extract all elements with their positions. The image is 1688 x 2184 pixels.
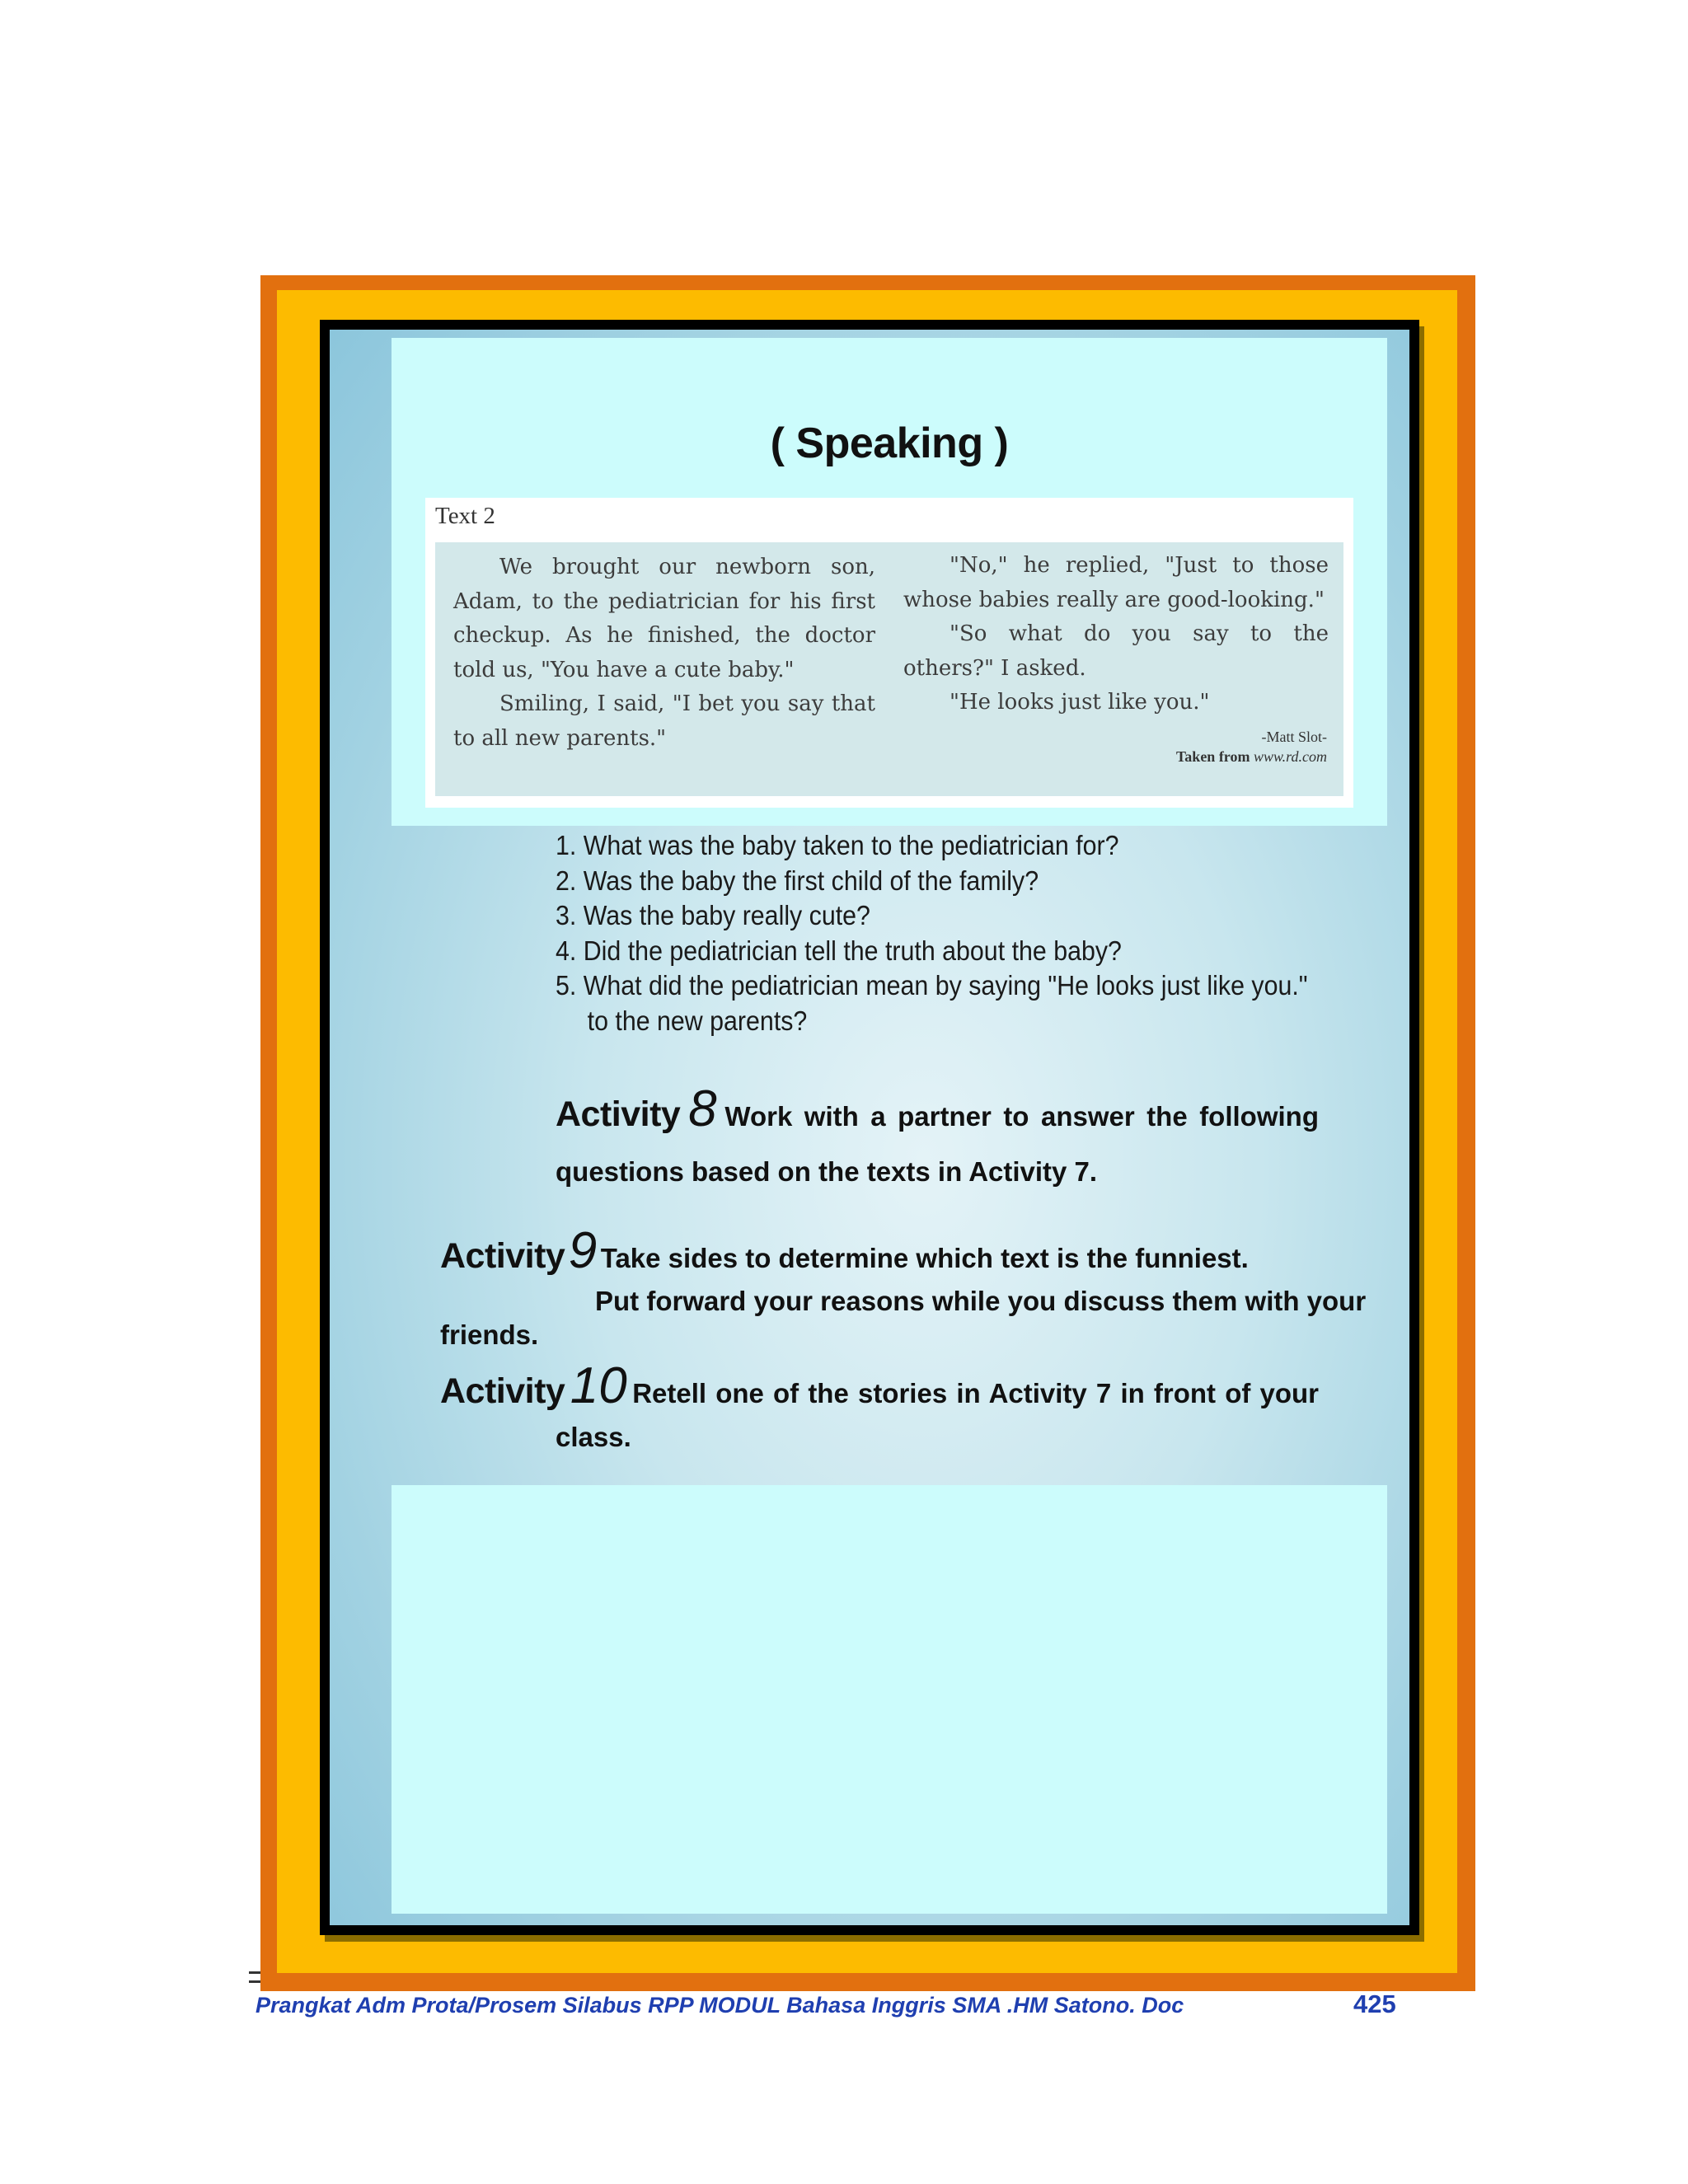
- story-source: [1071, 748, 1327, 766]
- story-left-column: [453, 551, 875, 756]
- story-paragraph: "So what do you say to the others?" I asked.: [903, 621, 1329, 681]
- story-right-column: [903, 549, 1329, 720]
- activity-description: Take sides to determine which text is the funniest.: [600, 1243, 1249, 1273]
- story-paragraph: "He looks just like you.": [950, 690, 1210, 715]
- question-list: [556, 828, 1314, 1038]
- activity-9-line3: friends.: [440, 1319, 539, 1350]
- activity-word: Activity: [440, 1236, 565, 1276]
- question-item: 3. Was the baby really cute?: [556, 900, 870, 930]
- activity-number: 8: [688, 1080, 717, 1137]
- bottom-cyan-panel: [392, 1485, 1387, 1914]
- story-paragraph: Smiling, I said, "I bet you say that to all new parents.": [453, 691, 875, 751]
- story-paragraph: We brought our newborn son, Adam, to the pediatrician for his first checkup. As he finished, the doctor told us, "You have a cute baby.": [453, 555, 875, 682]
- story-author: -Matt Slot-: [1261, 729, 1327, 745]
- question-item: 4. Did the pediatrician tell the truth about the baby?: [556, 935, 1122, 966]
- footer-text: Prangkat Adm Prota/Prosem Silabus RPP MODUL Bahasa Inggris SMA .HM Satono. Doc: [256, 1993, 1184, 2018]
- activity-9: [440, 1221, 1249, 1280]
- question-item-continuation: to the new parents?: [587, 1005, 808, 1036]
- question-item: 5. What did the pediatrician mean by saying "He looks just like you.": [556, 970, 1308, 1001]
- activity-description: Retell one of the stories in Activity 7 in front of your: [632, 1378, 1320, 1408]
- activity-10: [440, 1357, 1319, 1415]
- activity-9-line2: Put forward your reasons while you discuss them with your: [595, 1286, 1367, 1316]
- question-item: 2. Was the baby the first child of the family?: [556, 865, 1039, 896]
- activity-8: [556, 1080, 1319, 1138]
- source-url: www.rd.com: [1253, 748, 1327, 765]
- source-label: Taken from: [1175, 748, 1250, 765]
- story-paragraph: "No," he replied, "Just to those whose babies really are good-looking.": [903, 553, 1329, 612]
- page-title: ( Speaking ): [770, 419, 1009, 467]
- activity-word: Activity: [440, 1371, 565, 1411]
- activity-number: 9: [568, 1222, 598, 1279]
- activity-description: Work with a partner to answer the following: [724, 1101, 1319, 1132]
- text-card-label: Text 2: [435, 503, 495, 529]
- activity-word: Activity: [556, 1094, 681, 1134]
- footer-mark: [249, 1971, 260, 1983]
- question-item: 1. What was the baby taken to the pediatrician for?: [556, 830, 1119, 860]
- activity-8-line2: questions based on the texts in Activity 7.: [556, 1156, 1098, 1187]
- activity-number: 10: [570, 1357, 627, 1414]
- activity-10-line2: class.: [556, 1422, 631, 1452]
- page-number: 425: [1353, 1990, 1396, 2018]
